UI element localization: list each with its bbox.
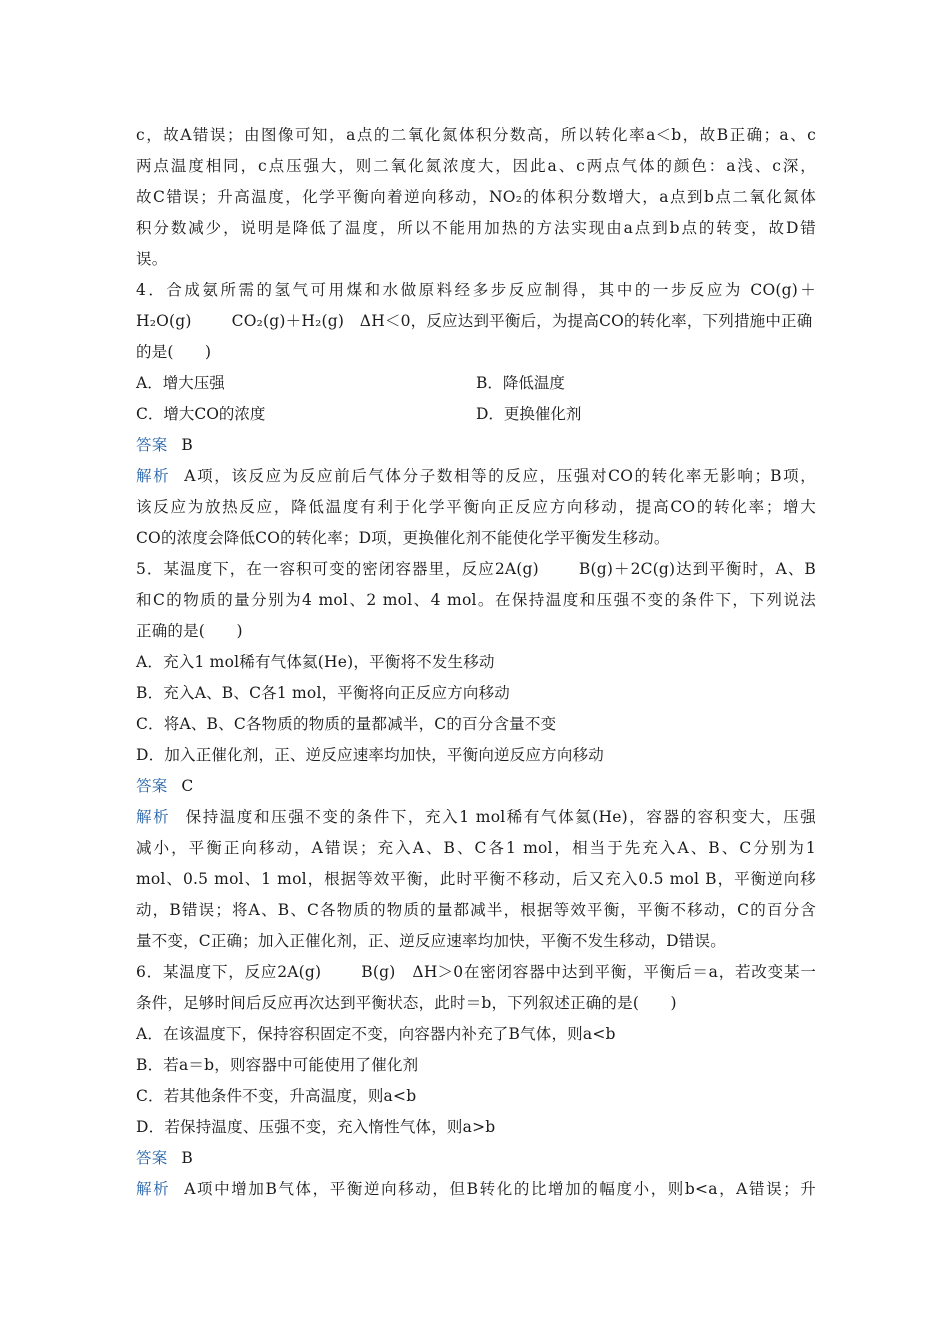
stem-text: B(g) ΔH＞0在密闭容器中达到平衡，平衡后＝a，若改变某一 <box>361 963 817 981</box>
option-a: A．增大压强 <box>136 374 225 392</box>
text-line: 误。 <box>136 250 168 268</box>
answer-line <box>136 771 816 802</box>
text-line: 两点温度相同，c点压强大，则二氧化氮浓度大，因此a、c两点气体的颜色：a浅、c深， <box>136 157 816 175</box>
analysis-line: CO的浓度会降低CO的转化率；D项，更换催化剂不能使化学平衡发生移动。 <box>136 529 670 547</box>
question-4-stem: 的是( ) <box>136 343 212 361</box>
answer-line <box>136 1143 816 1174</box>
question-4-stem: 4．合成氨所需的氢气可用煤和水做原料经多步反应制得，其中的一步反应为 CO(g)＋ <box>136 281 816 299</box>
text-line: 故C错误；升高温度，化学平衡向着逆向移动，NO₂的体积分数增大，a点到b点二氧化氮体 <box>136 188 816 206</box>
stem-text: 5．某温度下，在一容积可变的密闭容器里，反应2A(g) <box>136 560 539 578</box>
stem-text: B(g)＋2C(g)达到平衡时，A、B <box>578 560 816 578</box>
answer-value: C <box>181 777 194 795</box>
answer-label: 答案 <box>136 777 168 795</box>
option-b: B．若a＝b，则容器中可能使用了催化剂 <box>136 1056 419 1074</box>
analysis-text: 保持温度和压强不变的条件下，充入1 mol稀有气体氦(He)，容器的容积变大，压强 <box>184 808 816 826</box>
text-line: 积分数减少，说明是降低了温度，所以不能用加热的方法实现由a点到b点的转变，故D错 <box>136 219 816 237</box>
options-row <box>136 399 816 430</box>
analysis-line: mol、0.5 mol、1 mol，根据等效平衡，此时平衡不移动，后又充入0.5 mol B，平衡逆向移 <box>136 870 816 888</box>
analysis-text: A项中增加B气体，平衡逆向移动，但B转化的比增加的幅度小，则b<a，A错误；升 <box>184 1180 816 1198</box>
option-d: D．更换催化剂 <box>476 405 582 423</box>
analysis-label: 解析 <box>136 1180 171 1198</box>
analysis-line: 动，B错误；将A、B、C各物质的物质的量都减半，根据等效平衡，平衡不移动，C的百分含 <box>136 901 816 919</box>
options-row <box>136 368 816 399</box>
question-5-stem: 和C的物质的量分别为4 mol、2 mol、4 mol。在保持温度和压强不变的条件下，下列说法 <box>136 591 816 609</box>
analysis-line: 该反应为放热反应，降低温度有利于化学平衡向正反应方向移动，提高CO的转化率；增大 <box>136 498 816 516</box>
formula-product: CO₂(g)＋H₂(g) ΔH＜0，反应达到平衡后，为提高CO的转化率，下列措施中正确 <box>231 312 813 330</box>
option-a: A．在该温度下，保持容积固定不变，向容器内补充了B气体，则a<b <box>136 1025 616 1043</box>
option-d: D．若保持温度、压强不变，充入惰性气体，则a>b <box>136 1118 496 1136</box>
analysis-label: 解析 <box>136 467 171 485</box>
formula-reactant: H₂O(g) <box>136 312 192 330</box>
answer-line <box>136 430 816 461</box>
option-d: D．加入正催化剂，正、逆反应速率均加快，平衡向逆反应方向移动 <box>136 746 604 764</box>
option-c: C．将A、B、C各物质的物质的量都减半，C的百分含量不变 <box>136 715 557 733</box>
question-5-stem: 正确的是( ) <box>136 622 243 640</box>
answer-label: 答案 <box>136 1149 168 1167</box>
answer-value: B <box>181 436 193 454</box>
analysis-text: A项，该反应为反应前后气体分子数相等的反应，压强对CO的转化率无影响；B项， <box>184 467 816 485</box>
question-4-stem <box>136 306 816 337</box>
question-6-stem: 条件，足够时间后反应再次达到平衡状态，此时＝b，下列叙述正确的是( ) <box>136 994 677 1012</box>
document-page <box>136 120 816 1205</box>
analysis-line <box>136 1174 816 1205</box>
analysis-line: 减小，平衡正向移动，A错误；充入A、B、C各1 mol，相当于先充入A、B、C分别为1 <box>136 839 816 857</box>
analysis-line <box>136 802 816 833</box>
answer-label: 答案 <box>136 436 168 454</box>
analysis-line: 量不变，C正确；加入正催化剂，正、逆反应速率均加快，平衡不发生移动，D错误。 <box>136 932 726 950</box>
answer-value: B <box>181 1149 193 1167</box>
option-b: B．降低温度 <box>476 374 565 392</box>
analysis-line <box>136 461 816 492</box>
option-a: A．充入1 mol稀有气体氦(He)，平衡将不发生移动 <box>136 653 495 671</box>
option-b: B．充入A、B、C各1 mol，平衡将向正反应方向移动 <box>136 684 511 702</box>
question-5-stem <box>136 554 816 585</box>
question-6-stem <box>136 957 816 988</box>
option-c: C．增大CO的浓度 <box>136 405 266 423</box>
analysis-label: 解析 <box>136 808 171 826</box>
option-c: C．若其他条件不变，升高温度，则a<b <box>136 1087 417 1105</box>
stem-text: 6．某温度下，反应2A(g) <box>136 963 322 981</box>
text-line: c，故A错误；由图像可知，a点的二氧化氮体积分数高，所以转化率a＜b，故B正确；a、c <box>136 126 816 144</box>
